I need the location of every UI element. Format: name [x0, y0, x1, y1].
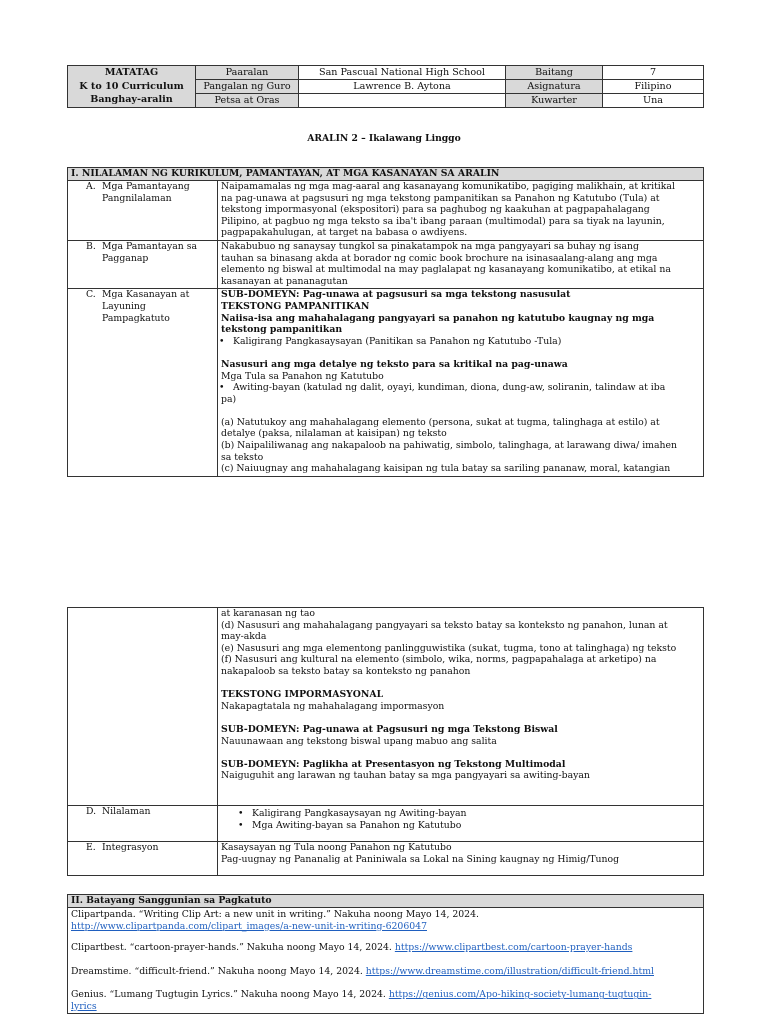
- reference-link[interactable]: https://www.dreamstime.com/illustration/difficult-friend.html: [365, 965, 654, 977]
- row-content: Kasaysayan ng Tula noong Panahon ng Katutubo Pag-uugnay ng Pananalig at Paniniwala sa Lokal na Sining kaugnay ng Himig/Tunog: [218, 842, 704, 876]
- teacher-value: Lawrence B. Aytona: [299, 80, 506, 94]
- row-label: C. Mga Kasanayan at Layuning Pampagkatuto: [68, 289, 218, 477]
- section-2-heading: II. Batayang Sanggunian sa Pagkatuto: [68, 895, 704, 908]
- row-kasanayan-layunin: [68, 289, 704, 477]
- row-content: SUB-DOMEYN: Pag-unawa at pagsusuri sa mga tekstong nasusulat TEKSTONG PAMPANITIKAN Naiisa-isa ang mahahalagang pangyayari sa panahon ng katutubo kaugnay ng mga tekstong pampanitikan • Kaligirang Pangkasaysayan (Panitikan sa Panahon ng Katutubo -Tula) Nasusuri ang mga detalye ng teksto para sa kritikal na pag-unawa Mga Tula sa Panahon ng Katutubo • Awiting-bayan (katulad ng dalit, oyayi, kundiman, diona, dung-aw, soliranin, talindaw at iba pa) (a) Natutukoy ang mahahalagang elemento (persona, sukat at tugma, talinghaga at estilo) at detalye (paksa, nilalaman at kaisipan) ng teksto (b) Naipaliliwanag ang nakapaloob na pahiwatig, simbolo, talinghaga, at larawang diwa/ imahen sa teksto (c) Naiuugnay ang mahahalagang kaisipan ng tula batay sa sariling pananaw, moral, katangian: [218, 289, 704, 477]
- row-label: [68, 608, 218, 806]
- row-content: Nakabubuo ng sanaysay tungkol sa pinakatampok na mga pangyayari sa buhay ng isang tauhan sa binasang akda at borador ng comic book brochure na isinasaalang-alang ang mga elemento ng biswal at multimodal na may paglalapat ng kasanayang komunikatibo, at etikal na kasanayan at pananagutan: [218, 240, 704, 288]
- reference-link[interactable]: https://www.clipartbest.com/cartoon-prayer-hands: [394, 942, 633, 954]
- references-cell: [68, 908, 704, 1014]
- subject-value: Filipino: [603, 80, 704, 94]
- row-content: [218, 805, 704, 841]
- lesson-title: ARALIN 2 – Ikalawang Linggo: [307, 133, 461, 144]
- reference-link[interactable]: http://www.clipartpanda.com/clipart_images/a-new-unit-in-writing-6206047: [71, 920, 427, 932]
- reference-item: Clipartbest. “cartoon-prayer-hands.” Nakuha noong Mayo 14, 2024. https://www.clipartbest.com/cartoon-prayer-hands: [71, 942, 633, 954]
- school-label: Paaralan: [196, 66, 299, 80]
- grade-label: Baitang: [506, 66, 603, 80]
- row-content: at karanasan ng tao (d) Nasusuri ang mahahalagang pangyayari sa teksto batay sa konteksto ng panahon, lunan at may-akda (e) Nasusuri ang mga elementong panlingguwistika (sukat, tugma, tono at talinghaga) ng teksto (f) Nasusuri ang kultural na elemento (simbolo, wika, norms, pagpapahalaga at arketipo) na nakapaloob sa teksto batay sa konteksto ng panahon TEKSTONG IMPORMASYONAL Nakapagtatala ng mahahalagang impormasyon SUB-DOMEYN: Pag-unawa at Pagsusuri ng mga Tekstong Biswal Nauunawaan ang tekstong biswal upang mabuo ang salita SUB-DOMEYN: Paglikha at Presentasyon ng Tekstong Multimodal Naiguguhit ang larawan ng tauhan batay sa mga pangyayari sa awiting-bayan: [218, 608, 704, 806]
- row-pamantayang-pangnilalaman: [68, 181, 704, 241]
- quarter-value: Una: [603, 94, 704, 108]
- header-table: [67, 65, 704, 108]
- quarter-label: Kuwarter: [506, 94, 603, 108]
- list-item: • Mga Awiting-bayan sa Panahon ng Katutubo: [240, 820, 700, 832]
- row-label: A. Mga Pamantayang Pangnilalaman: [68, 181, 218, 241]
- section-2-table: [67, 894, 704, 1014]
- list-item: • Kaligirang Pangkasaysayan ng Awiting-bayan: [240, 808, 700, 820]
- curriculum-title: MATATAG K to 10 Curriculum Banghay-aralin: [68, 66, 196, 108]
- row-pamantayan-sa-pagganap: [68, 240, 704, 288]
- date-time-value: [299, 94, 506, 108]
- reference-item: Clipartpanda. “Writing Clip Art: a new unit in writing.” Nakuha noong Mayo 14, 2024. http://www.clipartpanda.com/clipart_images/a-new-unit-in-writing-6206047: [71, 909, 700, 932]
- row-nilalaman: [68, 805, 704, 841]
- subject-label: Asignatura: [506, 80, 603, 94]
- school-value: San Pascual National High School: [299, 66, 506, 80]
- row-label: D. Nilalaman: [68, 805, 218, 841]
- row-kasanayan-layunin-continued: [68, 608, 704, 806]
- reference-item: Genius. “Lumang Tugtugin Lyrics.” Nakuha noong Mayo 14, 2024. https://genius.com/Apo-hiking-society-lumang-tugtugin- lyrics: [71, 989, 700, 1012]
- section-1-heading: I. NILALAMAN NG KURIKULUM, PAMANTAYAN, AT MGA KASANAYAN SA ARALIN: [68, 168, 704, 181]
- row-integrasyon: [68, 842, 704, 876]
- teacher-label: Pangalan ng Guro: [196, 80, 299, 94]
- grade-value: 7: [603, 66, 704, 80]
- date-time-label: Petsa at Oras: [196, 94, 299, 108]
- section-1-continued-table: [67, 607, 704, 876]
- section-1-table: [67, 167, 704, 477]
- row-content: Naipamamalas ng mga mag-aaral ang kasanayang komunikatibo, pagiging malikhain, at kritikal na pag-unawa at pagsusuri ng mga tekstong pampanitikan sa Panahon ng Katutubo (Tula) at tekstong impormasyonal (ekspositori) para sa paghubog ng kaakuhan at pagpapahalagang Pilipino, at pagbuo ng mga teksto sa iba't ibang paraan (multimodal) para sa tiyak na layunin, pagpapakahulugan, at target na babasa o awdiyens.: [218, 181, 704, 241]
- reference-link-continued[interactable]: lyrics: [71, 1000, 97, 1012]
- row-label: B. Mga Pamantayan sa Pagganap: [68, 240, 218, 288]
- reference-link[interactable]: https://genius.com/Apo-hiking-society-lumang-tugtugin-: [388, 989, 652, 1001]
- reference-item: Dreamstime. “difficult-friend.” Nakuha noong Mayo 14, 2024. https://www.dreamstime.com/illustration/difficult-friend.html: [71, 965, 654, 977]
- row-label: E. Integrasyon: [68, 842, 218, 876]
